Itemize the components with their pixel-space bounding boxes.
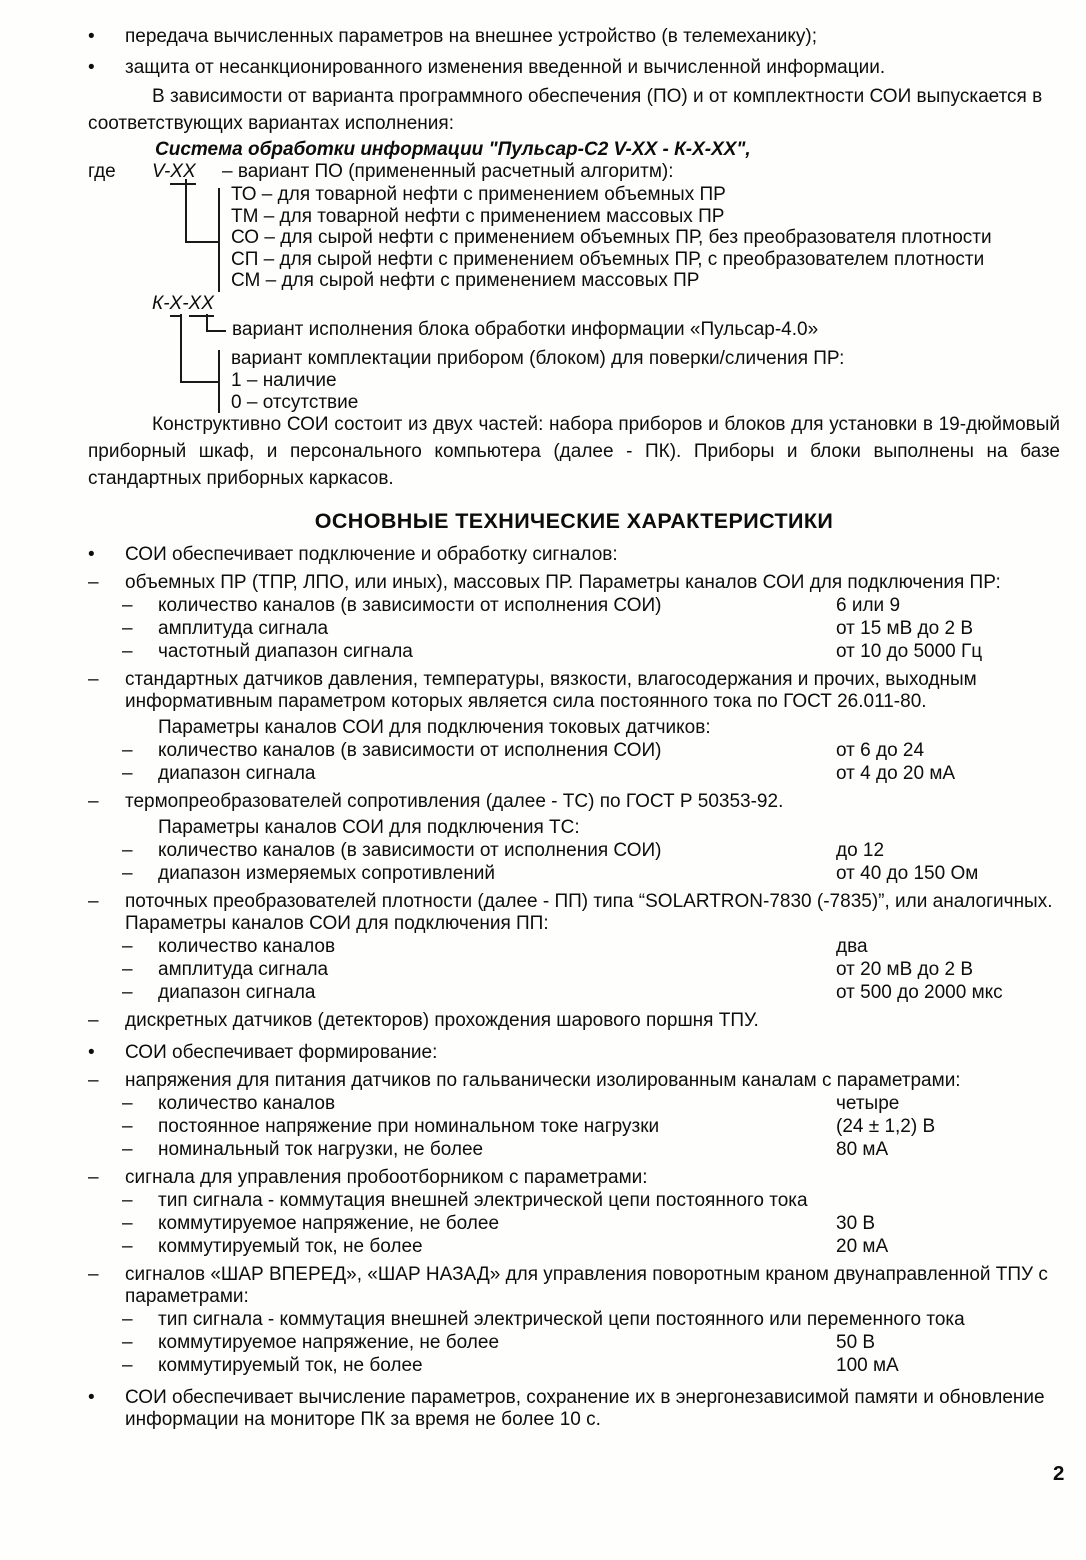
- spec-value: 6 или 9: [836, 595, 901, 616]
- dash-marker: –: [88, 669, 99, 690]
- tree-line-horizontal: [185, 241, 218, 243]
- spec-value: 100 мА: [836, 1355, 899, 1376]
- spec-label: дискретных датчиков (детекторов) прохождения шарового поршня ТПУ.: [125, 1010, 759, 1031]
- dash-marker: –: [122, 959, 133, 980]
- k-options-header: вариант комплектации прибором (блоком) для поверки/сличения ПР:: [231, 348, 845, 369]
- k-options-list: [231, 348, 844, 414]
- spec-row: [0, 641, 1086, 663]
- spec-label: Параметры каналов СОИ для подключения ТС:: [158, 817, 580, 838]
- spec-label: объемных ПР (ТПР, ЛПО, или иных), массовых ПР. Параметры каналов СОИ для подключения ПР:: [125, 572, 1001, 593]
- spec-label: сигнала для управления пробоотборником с параметрами:: [125, 1167, 648, 1188]
- dash-marker: –: [122, 763, 133, 784]
- spec-row: [0, 1236, 1086, 1258]
- dash-marker: –: [88, 1167, 99, 1188]
- spec-value: два: [836, 936, 868, 957]
- k-option: 0 – отсутствие: [231, 392, 359, 413]
- dash-marker: –: [122, 1236, 133, 1257]
- list-item: [0, 57, 1086, 79]
- spec-label: количество каналов (в зависимости от исполнения СОИ): [158, 595, 662, 616]
- dash-marker: –: [88, 1010, 99, 1031]
- spec-row: [0, 1010, 1086, 1032]
- spec-label: термопреобразователей сопротивления (далее - ТС) по ГОСТ Р 50353-92.: [125, 791, 784, 812]
- tree-line-vertical: [218, 350, 220, 413]
- k-code-underlined: ХХ: [189, 293, 214, 317]
- spec-label: постоянное напряжение при номинальном токе нагрузки: [158, 1116, 660, 1137]
- spec-row: [0, 1213, 1086, 1235]
- v-code-underlined: XX: [170, 161, 195, 185]
- spec-label: поточных преобразователей плотности (далее - ПП) типа “SOLARTRON-7830 (-7835)”, или аналогичных. Параметры каналов СОИ для подключения ПП:: [125, 891, 1053, 934]
- k-leg1-description: вариант исполнения блока обработки информации «Пульсар-4.0»: [232, 319, 819, 340]
- v-option: ТО – для товарной нефти с применением объемных ПР: [231, 184, 726, 205]
- spec-value: от 10 до 5000 Гц: [836, 641, 983, 662]
- spec-row: [0, 572, 1086, 594]
- spec-row: [0, 669, 1086, 713]
- spec-row: [0, 544, 1086, 566]
- v-option: СП – для сырой нефти с применением объемных ПР, с преобразователем плотности: [231, 248, 985, 270]
- spec-label: коммутируемый ток, не более: [158, 1236, 423, 1257]
- spec-row: [0, 740, 1086, 762]
- spec-label: диапазон сигнала: [158, 982, 316, 1003]
- tree-line-vertical: [206, 314, 208, 330]
- spec-label: амплитуда сигнала: [158, 618, 329, 639]
- page-number: 2: [1053, 1462, 1065, 1485]
- k-code-underlined: Х: [170, 293, 183, 317]
- spec-value: четыре: [836, 1093, 900, 1114]
- spec-value: (24 ± 1,2) В: [836, 1116, 936, 1137]
- spec-row: [0, 763, 1086, 785]
- list-item: [0, 26, 1086, 48]
- spec-label: номинальный ток нагрузки, не более: [158, 1139, 484, 1160]
- bullet-marker: •: [88, 544, 95, 565]
- dash-marker: –: [122, 1309, 133, 1330]
- spec-row: [0, 1042, 1086, 1064]
- dash-marker: –: [122, 1332, 133, 1353]
- list-item-text: защита от несанкционированного изменения введенной и вычисленной информации.: [125, 57, 886, 78]
- spec-row: [0, 817, 1086, 839]
- spec-row: [0, 595, 1086, 617]
- spec-label: частотный диапазон сигнала: [158, 641, 413, 662]
- v-options-list: [231, 184, 992, 292]
- spec-row: [0, 1332, 1086, 1354]
- spec-row: [0, 1309, 1086, 1331]
- spec-value: от 20 мВ до 2 В: [836, 959, 974, 980]
- v-code-prefix: V-: [152, 161, 171, 182]
- list-item-text: передача вычисленных параметров на внешнее устройство (в телемеханику);: [125, 26, 817, 47]
- dash-marker: –: [88, 572, 99, 593]
- dash-marker: –: [122, 936, 133, 957]
- section-title: ОСНОВНЫЕ ТЕХНИЧЕСКИЕ ХАРАКТЕРИСТИКИ: [314, 509, 834, 533]
- system-designation-title: Система обработки информации "Пульсар-С2 V-XX - К-Х-ХХ",: [155, 139, 751, 160]
- tree-line-horizontal: [206, 330, 226, 332]
- spec-value: до 12: [836, 840, 885, 861]
- dash-marker: –: [88, 1264, 99, 1285]
- spec-row: [0, 1387, 1086, 1431]
- tree-line-vertical: [180, 314, 182, 381]
- spec-label: Параметры каналов СОИ для подключения токовых датчиков:: [158, 717, 711, 738]
- designation-tree-diagram: [0, 161, 1086, 411]
- spec-row: [0, 1264, 1086, 1308]
- spec-label: коммутируемое напряжение, не более: [158, 1213, 500, 1234]
- spec-value: от 500 до 2000 мкс: [836, 982, 1003, 1003]
- tree-line-vertical: [218, 188, 220, 292]
- dash-marker: –: [122, 1139, 133, 1160]
- bullet-marker: •: [88, 57, 95, 78]
- spec-label: диапазон сигнала: [158, 763, 316, 784]
- spec-value: от 6 до 24: [836, 740, 925, 761]
- spec-label: СОИ обеспечивает вычисление параметров, сохранение их в энергонезависимой памяти и обновление информации на мониторе ПК за время не более 10 с.: [125, 1387, 1045, 1430]
- dash-marker: –: [122, 618, 133, 639]
- dash-marker: –: [88, 1070, 99, 1091]
- spec-value: 20 мА: [836, 1236, 889, 1257]
- v-option: СМ – для сырой нефти с применением массовых ПР: [231, 270, 700, 291]
- v-option: ТМ – для товарной нефти с применением массовых ПР: [231, 205, 725, 227]
- spec-row: [0, 936, 1086, 958]
- bullet-marker: •: [88, 26, 95, 47]
- k-code-part: К-: [152, 293, 170, 314]
- spec-label: диапазон измеряемых сопротивлений: [158, 863, 496, 884]
- spec-label: тип сигнала - коммутация внешней электрической цепи постоянного или переменного тока: [158, 1309, 965, 1330]
- spec-label: стандартных датчиков давления, температуры, вязкости, влагосодержания и прочих, выходным информативным параметром которых является сила постоянного тока по ГОСТ 26.011-80.: [125, 669, 977, 712]
- dash-marker: –: [122, 740, 133, 761]
- spec-row: [0, 717, 1086, 739]
- dash-marker: –: [122, 1190, 133, 1211]
- spec-value: 50 В: [836, 1332, 876, 1353]
- spec-label: напряжения для питания датчиков по гальванически изолированным каналам с параметрами:: [125, 1070, 961, 1091]
- spec-value: 30 В: [836, 1213, 876, 1234]
- dash-marker: –: [122, 1093, 133, 1114]
- spec-label: амплитуда сигнала: [158, 959, 329, 980]
- tree-line-horizontal: [180, 381, 218, 383]
- bullet-marker: •: [88, 1387, 95, 1408]
- spec-value: 80 мА: [836, 1139, 889, 1160]
- spec-row: [0, 891, 1086, 935]
- spec-row: [0, 1167, 1086, 1189]
- v-code-description: – вариант ПО (примененный расчетный алгоритм):: [222, 161, 674, 182]
- dash-marker: –: [122, 1355, 133, 1376]
- spec-label: СОИ обеспечивает подключение и обработку сигналов:: [125, 544, 618, 565]
- dash-marker: –: [88, 791, 99, 812]
- spec-label: сигналов «ШАР ВПЕРЕД», «ШАР НАЗАД» для управления поворотным краном двунаправленной ТПУ с параметрами:: [125, 1264, 1048, 1307]
- spec-row: [0, 1070, 1086, 1092]
- spec-row: [0, 959, 1086, 981]
- spec-label: СОИ обеспечивает формирование:: [125, 1042, 438, 1063]
- dash-marker: –: [122, 641, 133, 662]
- dash-marker: –: [122, 595, 133, 616]
- dash-marker: –: [122, 840, 133, 861]
- spec-value: от 4 до 20 мА: [836, 763, 956, 784]
- intro-bullet-list: [0, 26, 1086, 79]
- spec-label: коммутируемый ток, не более: [158, 1355, 423, 1376]
- spec-label: количество каналов (в зависимости от исполнения СОИ): [158, 740, 662, 761]
- specifications-list: [0, 544, 1086, 1431]
- construction-paragraph: Конструктивно СОИ состоит из двух частей: набора приборов и блоков для установки в 19-дюймовый приборный шкаф, и персонального компьютера (далее - ПК). Приборы и блоки выполнены на базе стандартных приборных каркасов.: [88, 414, 1060, 489]
- k-code: [152, 293, 214, 315]
- intro-paragraph: В зависимости от варианта программного обеспечения (ПО) и от комплектности СОИ выпускается в соответствующих вариантах исполнения:: [88, 86, 1043, 134]
- dash-marker: –: [122, 1213, 133, 1234]
- spec-label: количество каналов: [158, 936, 336, 957]
- spec-row: [0, 1190, 1086, 1212]
- spec-label: тип сигнала - коммутация внешней электрической цепи постоянного тока: [158, 1190, 808, 1211]
- spec-value: от 40 до 150 Ом: [836, 863, 979, 884]
- spec-row: [0, 982, 1086, 1004]
- v-option: СО – для сырой нефти с применением объемных ПР, без преобразователя плотности: [231, 227, 992, 248]
- spec-row: [0, 1093, 1086, 1115]
- dash-marker: –: [122, 982, 133, 1003]
- spec-row: [0, 1116, 1086, 1138]
- spec-row: [0, 791, 1086, 813]
- spec-label: количество каналов (в зависимости от исполнения СОИ): [158, 840, 662, 861]
- k-option: 1 – наличие: [231, 370, 337, 391]
- dash-marker: –: [122, 1116, 133, 1137]
- spec-row: [0, 1139, 1086, 1161]
- bullet-marker: •: [88, 1042, 95, 1063]
- spec-label: коммутируемое напряжение, не более: [158, 1332, 500, 1353]
- spec-row: [0, 840, 1086, 862]
- where-label: где: [88, 161, 116, 182]
- spec-row: [0, 863, 1086, 885]
- v-code: [152, 161, 196, 183]
- spec-label: количество каналов: [158, 1093, 336, 1114]
- k-code-part: -: [182, 293, 189, 314]
- spec-value: от 15 мВ до 2 В: [836, 618, 974, 639]
- dash-marker: –: [122, 863, 133, 884]
- dash-marker: –: [88, 891, 99, 912]
- spec-row: [0, 618, 1086, 640]
- spec-row: [0, 1355, 1086, 1377]
- tree-line-vertical: [185, 179, 187, 241]
